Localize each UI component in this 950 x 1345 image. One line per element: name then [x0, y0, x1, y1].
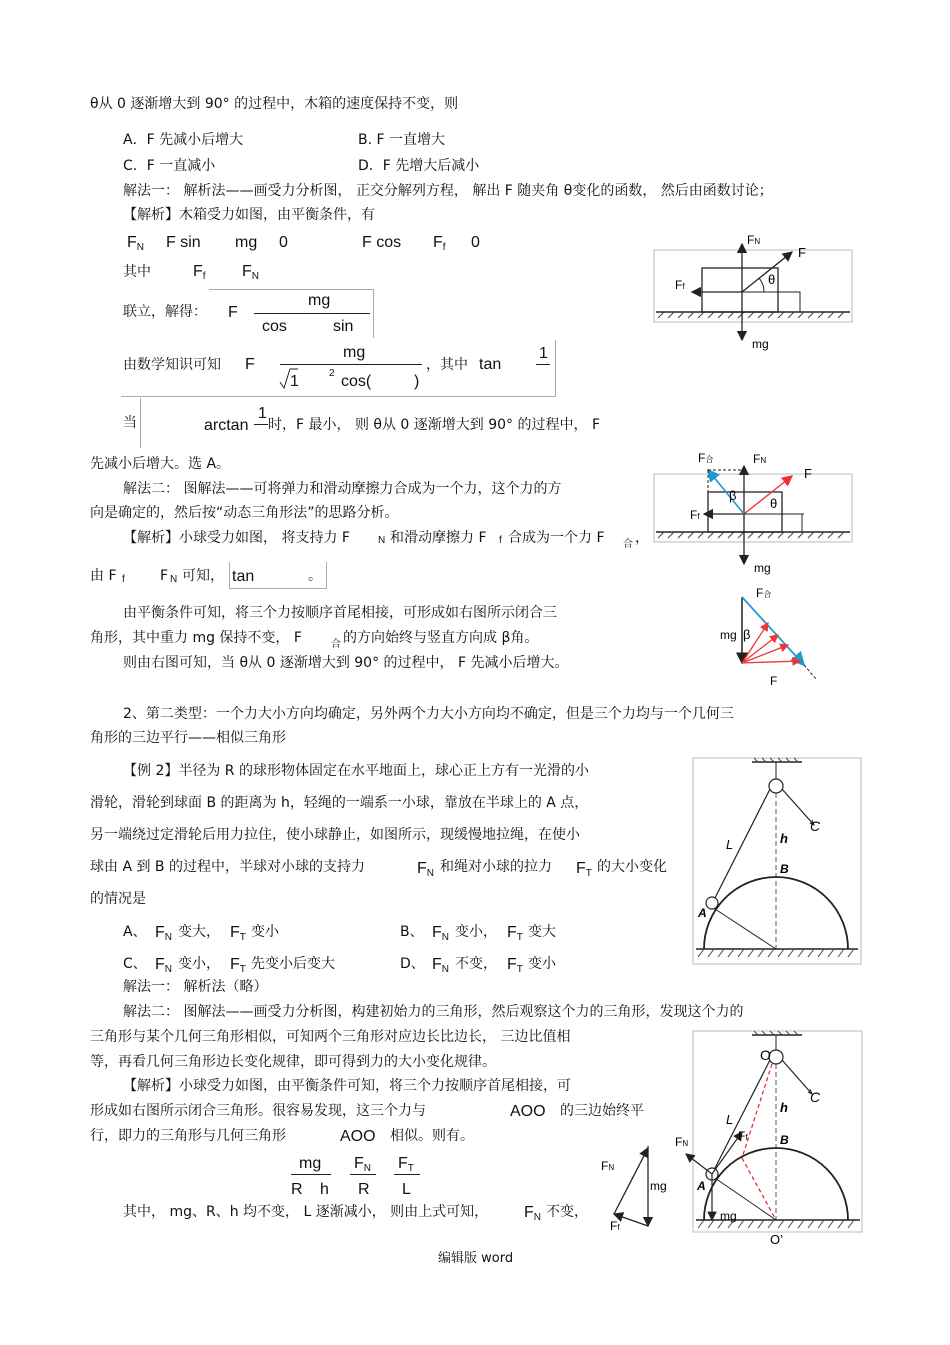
ex2-a-2: 变大，	[178, 924, 220, 940]
ex2-d-FN: $F_N$	[432, 956, 450, 975]
you-end: 。	[308, 568, 322, 584]
f2-FN: F	[753, 452, 761, 466]
option-b: B. F 一直增大	[358, 132, 446, 148]
example-2e: 的情况是	[90, 891, 146, 907]
eq5-sqrt-1: 1	[290, 373, 299, 390]
f3-he: 合	[763, 590, 772, 599]
ex2-option-c: C、	[123, 956, 147, 972]
eq5-one: 1	[539, 345, 548, 362]
ex2-a-3: 变小	[251, 924, 279, 940]
para-2-subhe: 合	[331, 639, 341, 650]
you-F: F	[160, 568, 169, 584]
ex2-d-2: 不变，	[455, 956, 497, 972]
ex2-option-b: B、	[400, 924, 424, 940]
eq5-num: mg	[343, 344, 366, 361]
qizhong-label: 其中	[123, 264, 151, 280]
example-2d-FN: $F_N$	[417, 860, 435, 879]
ex2-a-FT: $F_T$	[230, 924, 246, 943]
analysis-2c: 合成为一个力 F	[508, 530, 605, 546]
final-line-2: 不变，	[546, 1204, 588, 1220]
analysis-2-subN: N	[378, 535, 386, 546]
f2-beta: β	[729, 488, 737, 503]
ex2-c-2: 变小，	[178, 956, 220, 972]
ex2-analysis-b: 形成如右图所示闭合三角形。很容易发现，这三个力与	[90, 1103, 426, 1119]
f5-Ff: F	[738, 1129, 746, 1143]
ex2-c-3: 先变小后变大	[251, 956, 335, 972]
f5-h: h	[780, 1100, 788, 1115]
eq5-rparen: )	[414, 373, 420, 390]
option-d: D．F 先增大后减小	[358, 158, 480, 174]
f2-theta: θ	[770, 496, 778, 511]
ex2-analysis-c: 行，即力的三角形与几何三角形	[90, 1128, 286, 1144]
ratio-bar-2	[350, 1174, 376, 1175]
footer: 编辑版 word	[438, 1251, 514, 1266]
ex2-c-FN: $F_N$	[155, 956, 173, 975]
eq3-Ff: $F_f$	[193, 263, 206, 282]
svg-text:Ff	[738, 1129, 748, 1143]
example-2d2: 和绳对小球的拉力	[440, 859, 552, 875]
ratio-bar-1	[291, 1174, 331, 1175]
f6-FN: F	[601, 1159, 609, 1173]
f1-N: N	[754, 237, 761, 246]
eq4-sin: sin	[333, 318, 354, 335]
ratio-R: R	[291, 1181, 303, 1198]
analysis-2: 【解析】小球受力如图， 将支持力 F	[123, 530, 350, 546]
f3-beta: β	[743, 627, 751, 642]
f5-A: A	[697, 1179, 706, 1193]
formula-box-3	[140, 398, 141, 448]
para-2b: 的方向始终与竖直方向成 β角。	[343, 630, 539, 646]
eq1-Fsin: F sin	[166, 234, 201, 251]
svg-text:FN	[601, 1159, 614, 1173]
f5-N: N	[682, 1139, 689, 1148]
ex2-option-a: A、	[123, 924, 147, 940]
f5-FN: F	[675, 1135, 683, 1149]
ex2-method-2b: 三角形与某个几何三角形相似，可知两个三角形对应边长比边长， 三边比值相	[90, 1029, 571, 1045]
eq4-F: F	[228, 304, 238, 321]
analysis-1: 【解析】木箱受力如图，由平衡条件，有	[123, 207, 375, 223]
lianli-label: 联立，解得：	[123, 304, 207, 320]
eq6-arctan: arctan	[204, 417, 249, 434]
f1-theta: θ	[768, 272, 776, 287]
f2-f: f	[697, 512, 700, 521]
dang-after: 时，F 最小， 则 θ从 0 逐渐增大到 90° 的过程中， F	[268, 417, 600, 433]
f5-f: f	[745, 1133, 748, 1142]
ex2-analysis-c2: 相似。则有。	[390, 1128, 474, 1144]
para-3: 则由右图可知，当 θ从 0 逐渐增大到 90° 的过程中， F 先减小后增大。	[123, 655, 569, 671]
ratio-L: L	[402, 1181, 411, 1198]
f6-N: N	[608, 1163, 615, 1172]
para-2: 角形，其中重力 mg 保持不变， F	[90, 630, 302, 646]
final-line: 其中， mg、R、h 均不变， L 逐渐减小， 则由上式可知，	[123, 1204, 489, 1220]
ratio-h: h	[320, 1181, 329, 1198]
ratio-FN: $F_N$	[354, 1155, 372, 1174]
eq5-sq2: 2	[329, 368, 335, 379]
analysis-2-subf: f	[499, 535, 502, 546]
shuxue-label: 由数学知识可知	[123, 357, 221, 373]
f4-C: C	[810, 818, 821, 834]
figure-force-triangle	[598, 1140, 680, 1236]
analysis-2d: ，	[635, 530, 649, 546]
f5-Oprime: O’	[770, 1232, 783, 1247]
svg-text:Ff	[690, 508, 700, 522]
eq1-FN: $F_N$	[127, 234, 145, 253]
analysis-2b: 和滑动摩擦力 F	[390, 530, 487, 546]
f5-B: B	[780, 1133, 789, 1147]
qizhong2-label: ，其中	[426, 357, 468, 373]
f2-mg: mg	[754, 561, 771, 575]
f5-mg: mg	[720, 1209, 737, 1223]
eq5-cos: cos(	[341, 373, 372, 390]
eq4-cos: cos	[262, 318, 287, 335]
eq2-Ff: $F_f$	[433, 234, 446, 253]
eq4-fraction-bar	[254, 313, 370, 314]
ex2-aoo-2: AOO	[340, 1128, 376, 1145]
you-subf: f	[122, 574, 125, 585]
ex2-option-d: D、	[400, 956, 425, 972]
f2-N: N	[760, 456, 767, 465]
f3-Fhe: F	[756, 586, 764, 600]
final-FN: $F_N$	[524, 1204, 542, 1223]
f4-A: A	[698, 906, 707, 920]
eq6-bar	[254, 424, 268, 425]
f4-h: h	[780, 831, 788, 846]
ex2-b-2: 变小，	[455, 924, 497, 940]
eq1-mg: mg	[235, 234, 258, 251]
f5-O: O	[760, 1047, 771, 1063]
svg-text:FN	[753, 452, 766, 466]
figure-hemisphere-2	[672, 1030, 864, 1252]
f4-B: B	[780, 862, 789, 876]
ratio-FT: $F_T$	[398, 1155, 414, 1174]
ex2-d-FT: $F_T$	[507, 956, 523, 975]
f4-L: L	[726, 837, 734, 852]
eq5-fraction-bar	[280, 364, 422, 365]
f6-f: f	[617, 1223, 620, 1232]
eq5-F: F	[245, 356, 255, 373]
eq4-num: mg	[308, 292, 331, 309]
f6-Ff: F	[610, 1219, 618, 1233]
ex2-b-FT: $F_T$	[507, 924, 523, 943]
ratio-mg: mg	[299, 1155, 322, 1172]
svg-text:FN	[747, 233, 760, 247]
option-c: C．F 一直减小	[123, 158, 216, 174]
eq1-zero: 0	[279, 234, 288, 251]
ex2-c-FT: $F_T$	[230, 956, 246, 975]
ex2-method-2c: 等，再看几何三角形边长变化规律，即可得到力的大小变化规律。	[90, 1054, 496, 1070]
example-2a: 【例 2】半径为 R 的球形物体固定在水平地面上，球心正上方有一光滑的小	[123, 763, 589, 779]
figure-box-forces-1	[652, 232, 854, 354]
you-subN: N	[170, 574, 178, 585]
method-1: 解法一： 解析法——画受力分析图， 正交分解列方程， 解出 F 随夹角 θ变化的函数， 然后由函数讨论；	[123, 183, 773, 199]
example-2b: 滑轮，滑轮到球面 B 的距离为 h，轻绳的一端系一小球，靠放在半球上的 A 点，	[90, 795, 589, 811]
example-2c: 另一端绕过定滑轮后用力拉住，使小球静止，如图所示，现缓慢地拉绳，在使小	[90, 827, 580, 843]
f1-f: f	[682, 282, 685, 291]
eq3-FN: $F_N$	[242, 263, 260, 282]
ex2-b-FN: $F_N$	[432, 924, 450, 943]
eq5-tan: tan	[479, 356, 502, 373]
eq2-Fcos: F cos	[362, 234, 402, 251]
f3-mg: mg	[720, 628, 737, 642]
eq6-one: 1	[258, 405, 267, 422]
svg-text:F合	[756, 586, 771, 600]
ex2-b-3: 变大	[528, 924, 556, 940]
analysis-2-subhe: 合	[623, 539, 633, 550]
para-1: 由平衡条件可知，将三个力按顺序首尾相接，可形成如右图所示闭合三	[123, 605, 557, 621]
option-a: A．F 先减小后增大	[123, 132, 244, 148]
f5-C: C	[810, 1089, 821, 1105]
method-2b: 向是确定的，然后按“动态三角形法”的思路分析。	[90, 505, 399, 521]
f2-F: F	[804, 466, 812, 481]
f1-mg: mg	[752, 337, 769, 351]
eq2-zero: 0	[471, 234, 480, 251]
f2-Ff: F	[690, 508, 698, 522]
you-kezhi: 可知，	[182, 568, 224, 584]
example-2d: 球由 A 到 B 的过程中，半球对小球的支持力	[90, 859, 365, 875]
conclusion-1: 先减小后增大。选 A。	[90, 456, 231, 472]
method-2a: 解法二： 图解法——可将弹力和滑动摩擦力合成为一个力，这个力的方	[123, 481, 562, 497]
ex2-analysis-b2: 的三边始终平	[560, 1103, 644, 1119]
figure-hemisphere-1	[692, 757, 862, 965]
f5-L: L	[726, 1112, 734, 1127]
svg-text:Ff	[610, 1219, 620, 1233]
ex2-aoo-1: AOO	[510, 1103, 546, 1120]
svg-text:F合	[698, 451, 713, 465]
example-2d3: 的大小变化	[597, 859, 667, 875]
ratio-bar-3	[394, 1174, 420, 1175]
section-2-title-a: 2、第二类型：一个力大小方向均确定，另外两个力大小方向均不确定，但是三个力均与一个几何三	[123, 706, 734, 722]
ex2-analysis-a: 【解析】小球受力如图，由平衡条件可知，将三个力按顺序首尾相接，可	[123, 1078, 571, 1094]
f2-Fhe: F	[698, 451, 706, 465]
ex2-method-1: 解法一： 解析法（略）	[123, 979, 268, 995]
figure-box-forces-2	[652, 448, 854, 576]
f2-he: 合	[705, 455, 714, 464]
section-2-title-b: 角形的三边平行——相似三角形	[90, 730, 286, 746]
f6-mg: mg	[650, 1179, 667, 1193]
problem-stem: θ从 0 逐渐增大到 90° 的过程中，木箱的速度保持不变，则	[90, 96, 459, 112]
dang-label: 当	[123, 415, 137, 431]
f1-FN: F	[747, 233, 755, 247]
f1-F: F	[798, 245, 806, 260]
ex2-a-FN: $F_N$	[155, 924, 173, 943]
you-label: 由 F	[90, 568, 117, 584]
figure-dynamic-triangle	[716, 585, 826, 690]
tan-beta: tan	[232, 568, 255, 585]
ex2-d-3: 变小	[528, 956, 556, 972]
ex2-method-2a: 解法二： 图解法——画受力分析图，构建初始力的三角形，然后观察这个力的三角形，发现这个力的	[123, 1004, 744, 1020]
svg-text:Ff	[675, 278, 685, 292]
f3-F: F	[770, 674, 778, 688]
f1-Ff: F	[675, 278, 683, 292]
ratio-R2: R	[358, 1181, 370, 1198]
example-2d-FT: $F_T$	[576, 860, 592, 879]
eq5-tan-bar	[536, 364, 550, 365]
